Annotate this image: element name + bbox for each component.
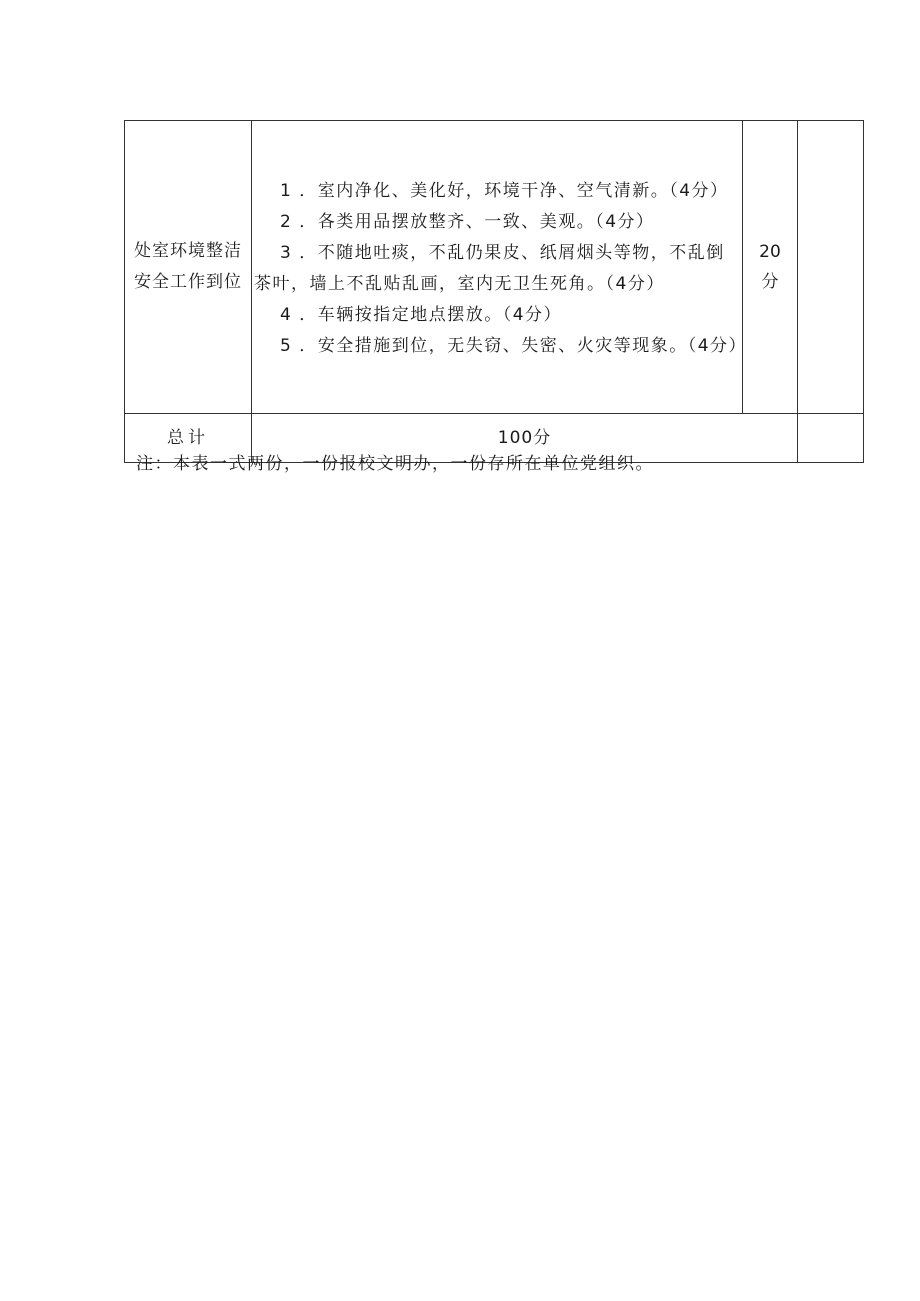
category-line: 安全工作到位 (134, 272, 242, 292)
score-table (124, 120, 864, 463)
points-unit: 分 (761, 272, 779, 292)
criteria-item: 4 ．车辆按指定地点摆放。（4分） (280, 305, 563, 325)
points-value: 20 (759, 242, 781, 262)
criteria-item: 5 ．安全措施到位，无失窃、失密、火灾等现象。（4分） (280, 336, 748, 356)
criteria-item: 2 ．各类用品摆放整齐、一致、美观。（4分） (280, 212, 655, 232)
points-cell (743, 121, 798, 414)
table-row (125, 121, 864, 414)
remark-cell (798, 121, 864, 414)
total-value: 100分 (252, 414, 798, 463)
criteria-item: 1 ．室内净化、美化好，环境干净、空气清新。（4分） (280, 181, 729, 201)
category-cell (125, 121, 252, 414)
criteria-cell (252, 121, 748, 414)
footnote: 注：本表一式两份，一份报校文明办，一份存所在单位党组织。 (136, 454, 654, 474)
evaluation-sheet (124, 120, 864, 463)
category-line: 处室环境整洁 (134, 241, 242, 261)
total-label: 总计 (125, 414, 252, 463)
criteria-item: 3 ．不随地吐痰，不乱仍果皮、纸屑烟头等物，不乱倒茶叶，墙上不乱贴乱画，室内无卫生死角。（4分） (254, 243, 725, 294)
total-remark-cell (798, 414, 864, 463)
